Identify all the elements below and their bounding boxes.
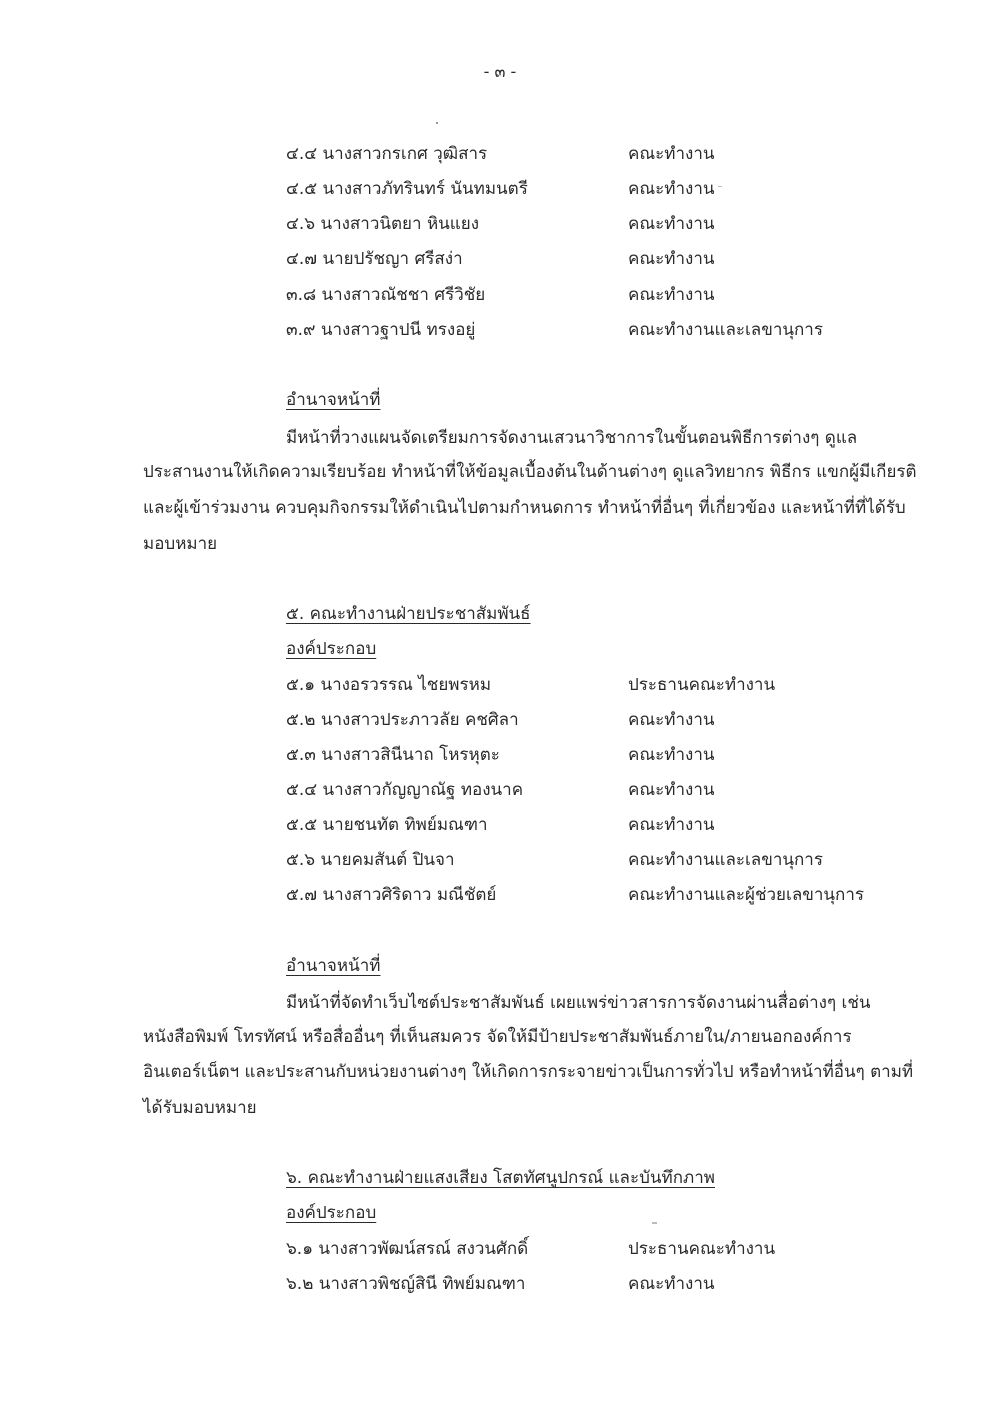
- member-name: ๕.๔ นางสาวกัญญาณัฐ ทองนาค: [286, 780, 524, 800]
- section-title: ๖. คณะทำงานฝ่ายแสงเสียง โสตทัศนูปกรณ์ และบันทึกภาพ: [286, 1168, 715, 1188]
- duty-line: และผู้เข้าร่วมงาน ควบคุมกิจกรรมให้ดำเนินไปตามกำหนดการ ทำหน้าที่อื่นๆ ที่เกี่ยวข้อง และหน้าที่ที่ได้รับ: [143, 498, 906, 518]
- member-name: ๕.๖ นายคมสันต์ ปินจา: [286, 850, 455, 870]
- member-row: [286, 1270, 926, 1296]
- member-role: คณะทำงาน: [628, 249, 715, 269]
- member-name: ๕.๒ นางสาวประภาวลัย คชศิลา: [286, 710, 519, 730]
- member-name: ๓.๙ นางสาวฐาปนี ทรงอยู่: [286, 320, 476, 340]
- member-role: คณะทำงาน: [628, 214, 715, 234]
- scan-speck: [652, 1222, 657, 1224]
- member-row: [286, 140, 926, 166]
- member-name: ๕.๑ นางอรวรรณ ไชยพรหม: [286, 675, 492, 695]
- member-role: คณะทำงาน: [628, 815, 715, 835]
- member-name: ๕.๕ นายชนทัต ทิพย์มณฑา: [286, 815, 488, 835]
- member-role: คณะทำงานและเลขานุการ: [628, 320, 823, 340]
- section-title: ๕. คณะทำงานฝ่ายประชาสัมพันธ์: [286, 604, 531, 624]
- page-number: - ๓ -: [483, 62, 517, 81]
- member-row: [286, 881, 926, 907]
- member-name: ๕.๗ นางสาวศิริดาว มณีชัตย์: [286, 885, 497, 905]
- duty-line: หนังสือพิมพ์ โทรทัศน์ หรือสื่ออื่นๆ ที่เห็นสมควร จัดให้มีป้ายประชาสัมพันธ์ภายใน/ภายนอกองค์การ: [143, 1027, 852, 1047]
- member-name: ๔.๕ นางสาวภัทรินทร์ นันทมนตรี: [286, 179, 528, 199]
- member-role: คณะทำงาน: [628, 780, 715, 800]
- member-row: [286, 1235, 926, 1261]
- member-row: [286, 245, 926, 271]
- member-row: [286, 175, 926, 201]
- duty-line: มอบหมาย: [143, 534, 218, 554]
- member-role: คณะทำงานและผู้ช่วยเลขานุการ: [628, 885, 864, 905]
- section-subheading: องค์ประกอบ: [286, 639, 377, 659]
- member-role: คณะทำงาน: [628, 1274, 715, 1294]
- member-name: ๖.๒ นางสาวพิชญ์สินี ทิพย์มณฑา: [286, 1274, 526, 1294]
- member-row: [286, 846, 926, 872]
- duty-heading: อำนาจหน้าที่: [286, 956, 381, 976]
- duty-line: ประสานงานให้เกิดความเรียบร้อย ทำหน้าที่ให้ข้อมูลเบื้องต้นในด้านต่างๆ ดูแลวิทยากร พิธีกร แขกผู้มีเกียรติ: [143, 462, 917, 482]
- member-role: ประธานคณะทำงาน: [628, 1239, 776, 1259]
- member-name: ๔.๗ นายปรัชญา ศรีสง่า: [286, 249, 463, 269]
- member-role: คณะทำงาน: [628, 144, 715, 164]
- member-name: ๓.๘ นางสาวณัชชา ศรีวิชัย: [286, 285, 486, 305]
- member-row: [286, 671, 926, 697]
- duty-line: ได้รับมอบหมาย: [143, 1098, 257, 1118]
- section-subheading: องค์ประกอบ: [286, 1203, 377, 1223]
- duty-line: มีหน้าที่จัดทำเว็บไซต์ประชาสัมพันธ์ เผยแพร่ข่าวสารการจัดงานผ่านสื่อต่างๆ เช่น: [286, 993, 871, 1013]
- member-row: [286, 281, 926, 307]
- member-role: คณะทำงาน: [628, 179, 715, 199]
- member-row: [286, 776, 926, 802]
- member-name: ๕.๓ นางสาวสินีนาถ โหรหุตะ: [286, 745, 500, 765]
- scan-speck: [436, 122, 438, 124]
- member-name: ๔.๔ นางสาวกรเกศ วุฒิสาร: [286, 144, 488, 164]
- duty-line: มีหน้าที่วางแผนจัดเตรียมการจัดงานเสวนาวิชาการในขั้นตอนพิธีการต่างๆ ดูแล: [286, 428, 858, 448]
- member-role: คณะทำงาน: [628, 285, 715, 305]
- member-role: ประธานคณะทำงาน: [628, 675, 776, 695]
- member-row: [286, 210, 926, 236]
- member-row: [286, 706, 926, 732]
- member-row: [286, 741, 926, 767]
- duty-line: อินเตอร์เน็ตฯ และประสานกับหน่วยงานต่างๆ ให้เกิดการกระจายข่าวเป็นการทั่วไป หรือทำหน้าที่อื่นๆ ตามที่: [143, 1062, 914, 1082]
- member-role: คณะทำงาน: [628, 710, 715, 730]
- member-role: คณะทำงาน: [628, 745, 715, 765]
- duty-heading: อำนาจหน้าที่: [286, 390, 381, 410]
- member-role: คณะทำงานและเลขานุการ: [628, 850, 823, 870]
- member-row: [286, 316, 926, 342]
- member-row: [286, 811, 926, 837]
- member-name: ๔.๖ นางสาวนิตยา หินแยง: [286, 214, 480, 234]
- member-name: ๖.๑ นางสาวพัฒน์สรณ์ สงวนศักดิ์: [286, 1239, 529, 1259]
